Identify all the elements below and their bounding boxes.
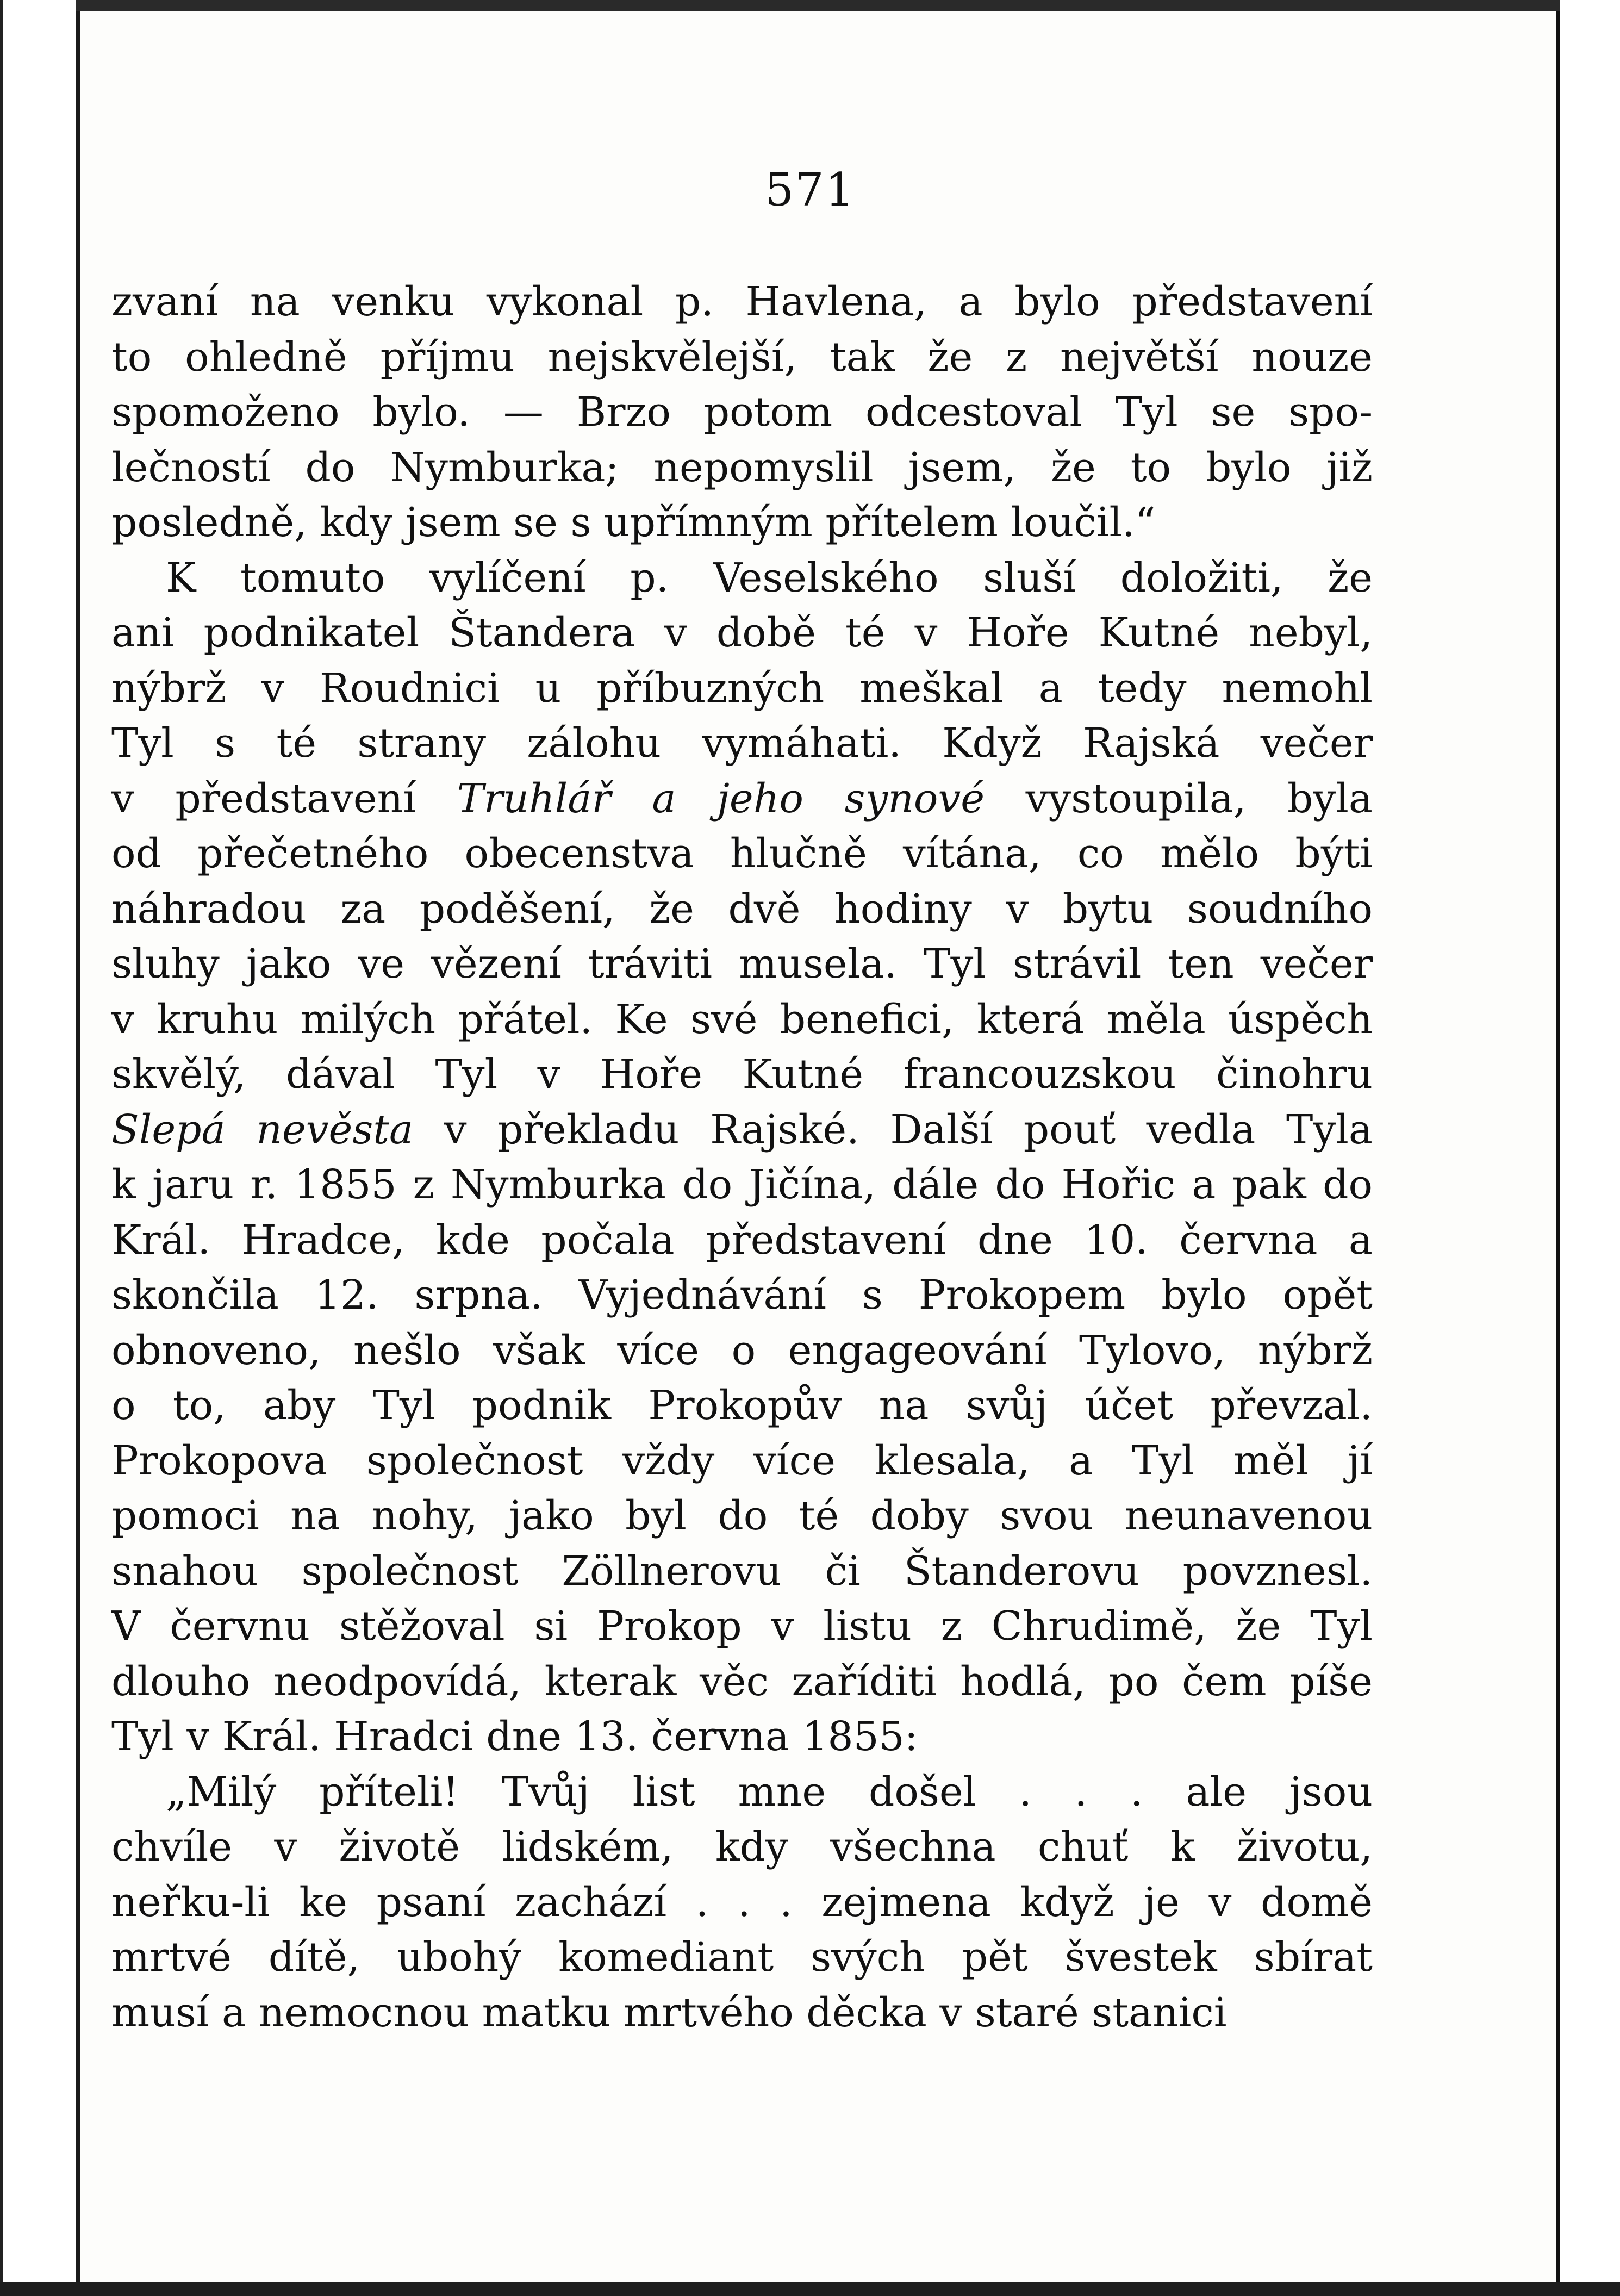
text-line: lečností do Nymburka; nepomyslil jsem, že to bylo již bbox=[111, 444, 1373, 491]
text-line: ani podnikatel Štandera v době té v Hoře Kutné nebyl, bbox=[111, 609, 1373, 656]
text-line: skvělý, dával Tyl v Hoře Kutné francouzskou činohru bbox=[111, 1051, 1373, 1098]
text-line: obnoveno, nešlo však více o engageování Tylovo, nýbrž bbox=[111, 1327, 1373, 1374]
text-line: to ohledně příjmu nejskvělejší, tak že z největší nouze bbox=[111, 333, 1373, 381]
text-line: snahou společnost Zöllnerovu či Štanderovu povznesl. bbox=[111, 1547, 1373, 1595]
text-line: o to, aby Tyl podnik Prokopův na svůj účet převzal. bbox=[111, 1382, 1373, 1429]
text-line: dlouho neodpovídá, kterak věc zaříditi hodlá, po čem píše bbox=[111, 1658, 1373, 1705]
text-line: musí a nemocnou matku mrtvého děcka v staré stanici bbox=[111, 1989, 1227, 2036]
text-line: sluhy jako ve vězení tráviti musela. Tyl strávil ten večer bbox=[111, 941, 1373, 987]
text-line: chvíle v životě lidském, kdy všechna chuť k životu, bbox=[111, 1824, 1373, 1870]
text-line: zvaní na venku vykonal p. Havlena, a bylo představení bbox=[111, 278, 1373, 325]
text-line: neřku-li ke psaní zachází . . . zejmena když je v domě bbox=[111, 1878, 1373, 1926]
right-page-margin bbox=[1556, 0, 1620, 2296]
body-text bbox=[111, 275, 1373, 2040]
text-line: náhradou za poděšení, že dvě hodiny v bytu soudního bbox=[111, 885, 1373, 932]
text-line: Král. Hradce, kde počala představení dne 10. června a bbox=[111, 1216, 1373, 1264]
text-line: k jaru r. 1855 z Nymburka do Jičína, dále do Hořic a pak do bbox=[111, 1161, 1373, 1208]
text-line: pomoci na nohy, jako byl do té doby svou neunavenou bbox=[111, 1492, 1373, 1539]
top-scan-edge bbox=[76, 0, 1560, 11]
text-line: nýbrž v Roudnici u příbuzných meškal a tedy nemohl bbox=[111, 664, 1373, 712]
text-line: Prokopova společnost vždy více klesala, a Tyl měl jí bbox=[111, 1437, 1373, 1484]
text-line bbox=[111, 1103, 1373, 1158]
text-line: mrtvé dítě, ubohý komediant svých pět švestek sbírat bbox=[111, 1934, 1373, 1981]
text-line: V červnu stěžoval si Prokop v listu z Chrudimě, že Tyl bbox=[111, 1603, 1373, 1650]
text-line: od přečetného obecenstva hlučně vítána, co mělo býti bbox=[111, 830, 1373, 877]
text-segment: vystoupila, byla bbox=[985, 775, 1373, 822]
text-segment: v překladu Rajské. Další pouť vedla Tyla bbox=[413, 1106, 1373, 1153]
text-line: Tyl v Král. Hradci dne 13. června 1855: bbox=[111, 1713, 918, 1760]
text-line: posledně, kdy jsem se s upřímným přítelem loučil.“ bbox=[111, 499, 1156, 546]
text-line: spomoženo bylo. — Brzo potom odcestoval Tyl se spo- bbox=[111, 389, 1373, 435]
left-scan-edge bbox=[0, 0, 3, 2296]
italic-title: Slepá nevěsta bbox=[111, 1106, 414, 1153]
page-number: 571 bbox=[764, 163, 856, 216]
text-line bbox=[111, 771, 1373, 827]
text-line: „Milý příteli! Tvůj list mne došel . . . ale jsou bbox=[166, 1768, 1373, 1815]
bottom-scan-edge bbox=[0, 2282, 1620, 2296]
left-page-margin bbox=[0, 0, 80, 2296]
italic-title: Truhlář a jeho synové bbox=[457, 775, 985, 822]
text-line: skončila 12. srpna. Vyjednávání s Prokopem bylo opět bbox=[111, 1272, 1373, 1318]
text-line: v kruhu milých přátel. Ke své benefici, která měla úspěch bbox=[111, 995, 1373, 1043]
text-line: K tomuto vylíčení p. Veselského sluší doložiti, že bbox=[166, 554, 1373, 601]
text-segment: v představení bbox=[111, 775, 457, 822]
text-line: Tyl s té strany zálohu vymáhati. Když Rajská večer bbox=[111, 720, 1373, 767]
